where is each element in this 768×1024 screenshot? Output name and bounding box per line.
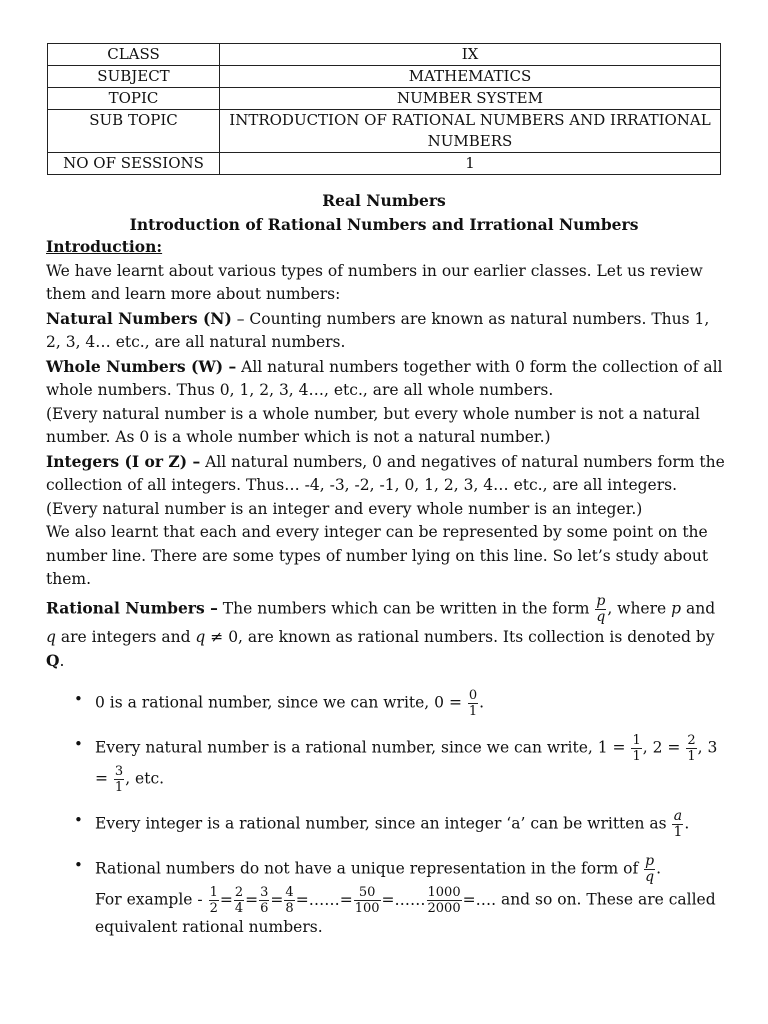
fraction-p-over-q: $\frac{p}{q}$ <box>596 593 606 625</box>
subtopic-label: SUB TOPIC <box>48 110 220 153</box>
intro-paragraph: We have learnt about various types of numbers in our earlier classes. Let us review them and learn more about numbers: <box>46 261 703 303</box>
whole-text: All natural numbers together with 0 form the collection of all whole numbers. Thus 0, 1, 2, 3, 4…, etc., are all whole numbers. <box>46 357 723 399</box>
fraction-0-over-1: $\frac{0}{1}$ <box>468 688 478 719</box>
natural-term: Natural Numbers (N) <box>46 308 232 328</box>
rational-text-2: , where <box>607 599 672 618</box>
fraction-3-over-6: $\frac{3}{6}$ <box>260 885 269 916</box>
sessions-label: NO OF SESSIONS <box>48 153 220 175</box>
list-item <box>74 733 724 795</box>
whole-note: (Every natural number is a whole number, but every whole number is not a natural number. As 0 is a whole number which is not a natural number.) <box>46 404 700 446</box>
bullet-4-text: Rational numbers do not have a unique representation in the form of <box>95 859 644 878</box>
rational-bullet-list <box>74 688 724 938</box>
intro-heading-text: Introduction: <box>46 237 163 256</box>
class-value: IX <box>220 44 721 66</box>
equals-sign: = <box>270 890 284 909</box>
fraction-1-over-1: $\frac{1}{1}$ <box>632 733 641 764</box>
subject-label: SUBJECT <box>48 66 220 88</box>
rational-text-5: ≠ 0, are known as rational numbers. Its collection is denoted by <box>205 628 715 646</box>
number-line-paragraph: We also learnt that each and every integer can be represented by some point on the number line. There are some types of number lying on this line. So let’s study about them. <box>46 523 709 588</box>
bullet-2-text: Every natural number is a rational number, since we can write, 1 = <box>95 738 631 757</box>
topic-value: NUMBER SYSTEM <box>220 88 721 110</box>
table-row <box>48 153 721 175</box>
page-title: Real Numbers <box>322 191 446 210</box>
integers-note: (Every natural number is an integer and every whole number is an integer.) <box>46 499 643 518</box>
header-table <box>47 43 721 175</box>
whole-numbers-paragraph <box>46 355 726 403</box>
table-row <box>48 44 721 66</box>
subtopic-value: INTRODUCTION OF RATIONAL NUMBERS AND IRRATIONAL NUMBERS <box>220 110 721 153</box>
table-row <box>48 110 721 153</box>
rational-text-1: The numbers which can be written in the form <box>217 599 595 618</box>
rational-text-3: and <box>681 599 716 618</box>
equals-ellipsis: =…… <box>381 890 426 909</box>
equals-sign: = <box>219 890 233 909</box>
sessions-value: 1 <box>220 153 721 175</box>
bullet-2-sep-3: = <box>95 769 113 788</box>
fraction-3-over-1: $\frac{3}{1}$ <box>114 764 124 795</box>
equivalent-tail: and so on. These are called equivalent rational numbers. <box>95 890 716 936</box>
bullet-2-sep-2: , 3 <box>697 738 718 757</box>
fraction-a-over-1: $\frac{a}{1}$ <box>673 808 683 840</box>
example-label: For example - <box>95 890 208 909</box>
fraction-1-over-2: $\frac{1}{2}$ <box>209 885 218 916</box>
bullet-2-end: , etc. <box>125 769 165 788</box>
var-q-2: q <box>195 628 206 646</box>
integers-paragraph <box>46 450 726 498</box>
bullet-1-text: 0 is a rational number, since we can write, 0 = <box>95 693 467 712</box>
whole-term: Whole Numbers (W) – <box>46 356 237 376</box>
var-q: q <box>46 628 56 646</box>
rational-text <box>46 594 726 673</box>
fraction-2-over-4: $\frac{2}{4}$ <box>234 885 244 916</box>
class-label: CLASS <box>48 44 220 66</box>
bullet-2-sep-1: , 2 = <box>642 738 686 757</box>
equivalent-fractions <box>208 885 497 916</box>
var-p: p <box>671 599 682 618</box>
natural-text: – Counting numbers are known as natural numbers. Thus 1, 2, 3, 4… etc., are all natural numbers. <box>46 309 710 351</box>
page-subtitle: Introduction of Rational Numbers and Irrational Numbers <box>129 215 639 234</box>
natural-numbers-paragraph <box>46 307 726 355</box>
equals-ellipsis: =……= <box>295 890 353 909</box>
rational-end: . <box>59 652 65 670</box>
table-row <box>48 88 721 110</box>
list-item <box>74 688 724 719</box>
list-item <box>74 854 724 938</box>
integers-text: All natural numbers, 0 and negatives of natural numbers form the collection of all integers. Thus… -4, -3, -2, -1, 0, 1, 2, 3, 4… etc., are all integers. <box>46 452 725 494</box>
fraction-2-over-1: $\frac{2}{1}$ <box>687 733 696 764</box>
rational-paragraph <box>46 594 726 673</box>
equals-ellipsis: =…. <box>462 890 497 909</box>
bullet-4-end: . <box>656 859 662 878</box>
subject-value: MATHEMATICS <box>220 66 721 88</box>
list-item <box>74 809 724 840</box>
integers-term: Integers (I or Z) – <box>46 451 201 471</box>
fraction-4-over-8: $\frac{4}{8}$ <box>285 885 294 916</box>
rational-symbol: Q <box>46 651 60 670</box>
intro-heading <box>46 235 726 260</box>
bullet-1-end: . <box>479 693 485 712</box>
fraction-1000-over-2000: $\frac{1000}{2000}$ <box>427 885 461 916</box>
bullet-3-end: . <box>684 814 690 833</box>
equals-sign: = <box>245 890 259 909</box>
rational-text-4: are integers and <box>55 628 196 646</box>
table-row <box>48 66 721 88</box>
main-text <box>46 235 726 592</box>
topic-label: TOPIC <box>48 88 220 110</box>
fraction-50-over-100: $\frac{50}{100}$ <box>354 885 380 916</box>
bullet-3-text: Every integer is a rational number, since an integer ‘a’ can be written as <box>95 814 672 833</box>
rational-term: Rational Numbers – <box>46 598 218 618</box>
fraction-p-over-q-2: $\frac{p}{q}$ <box>645 853 655 885</box>
